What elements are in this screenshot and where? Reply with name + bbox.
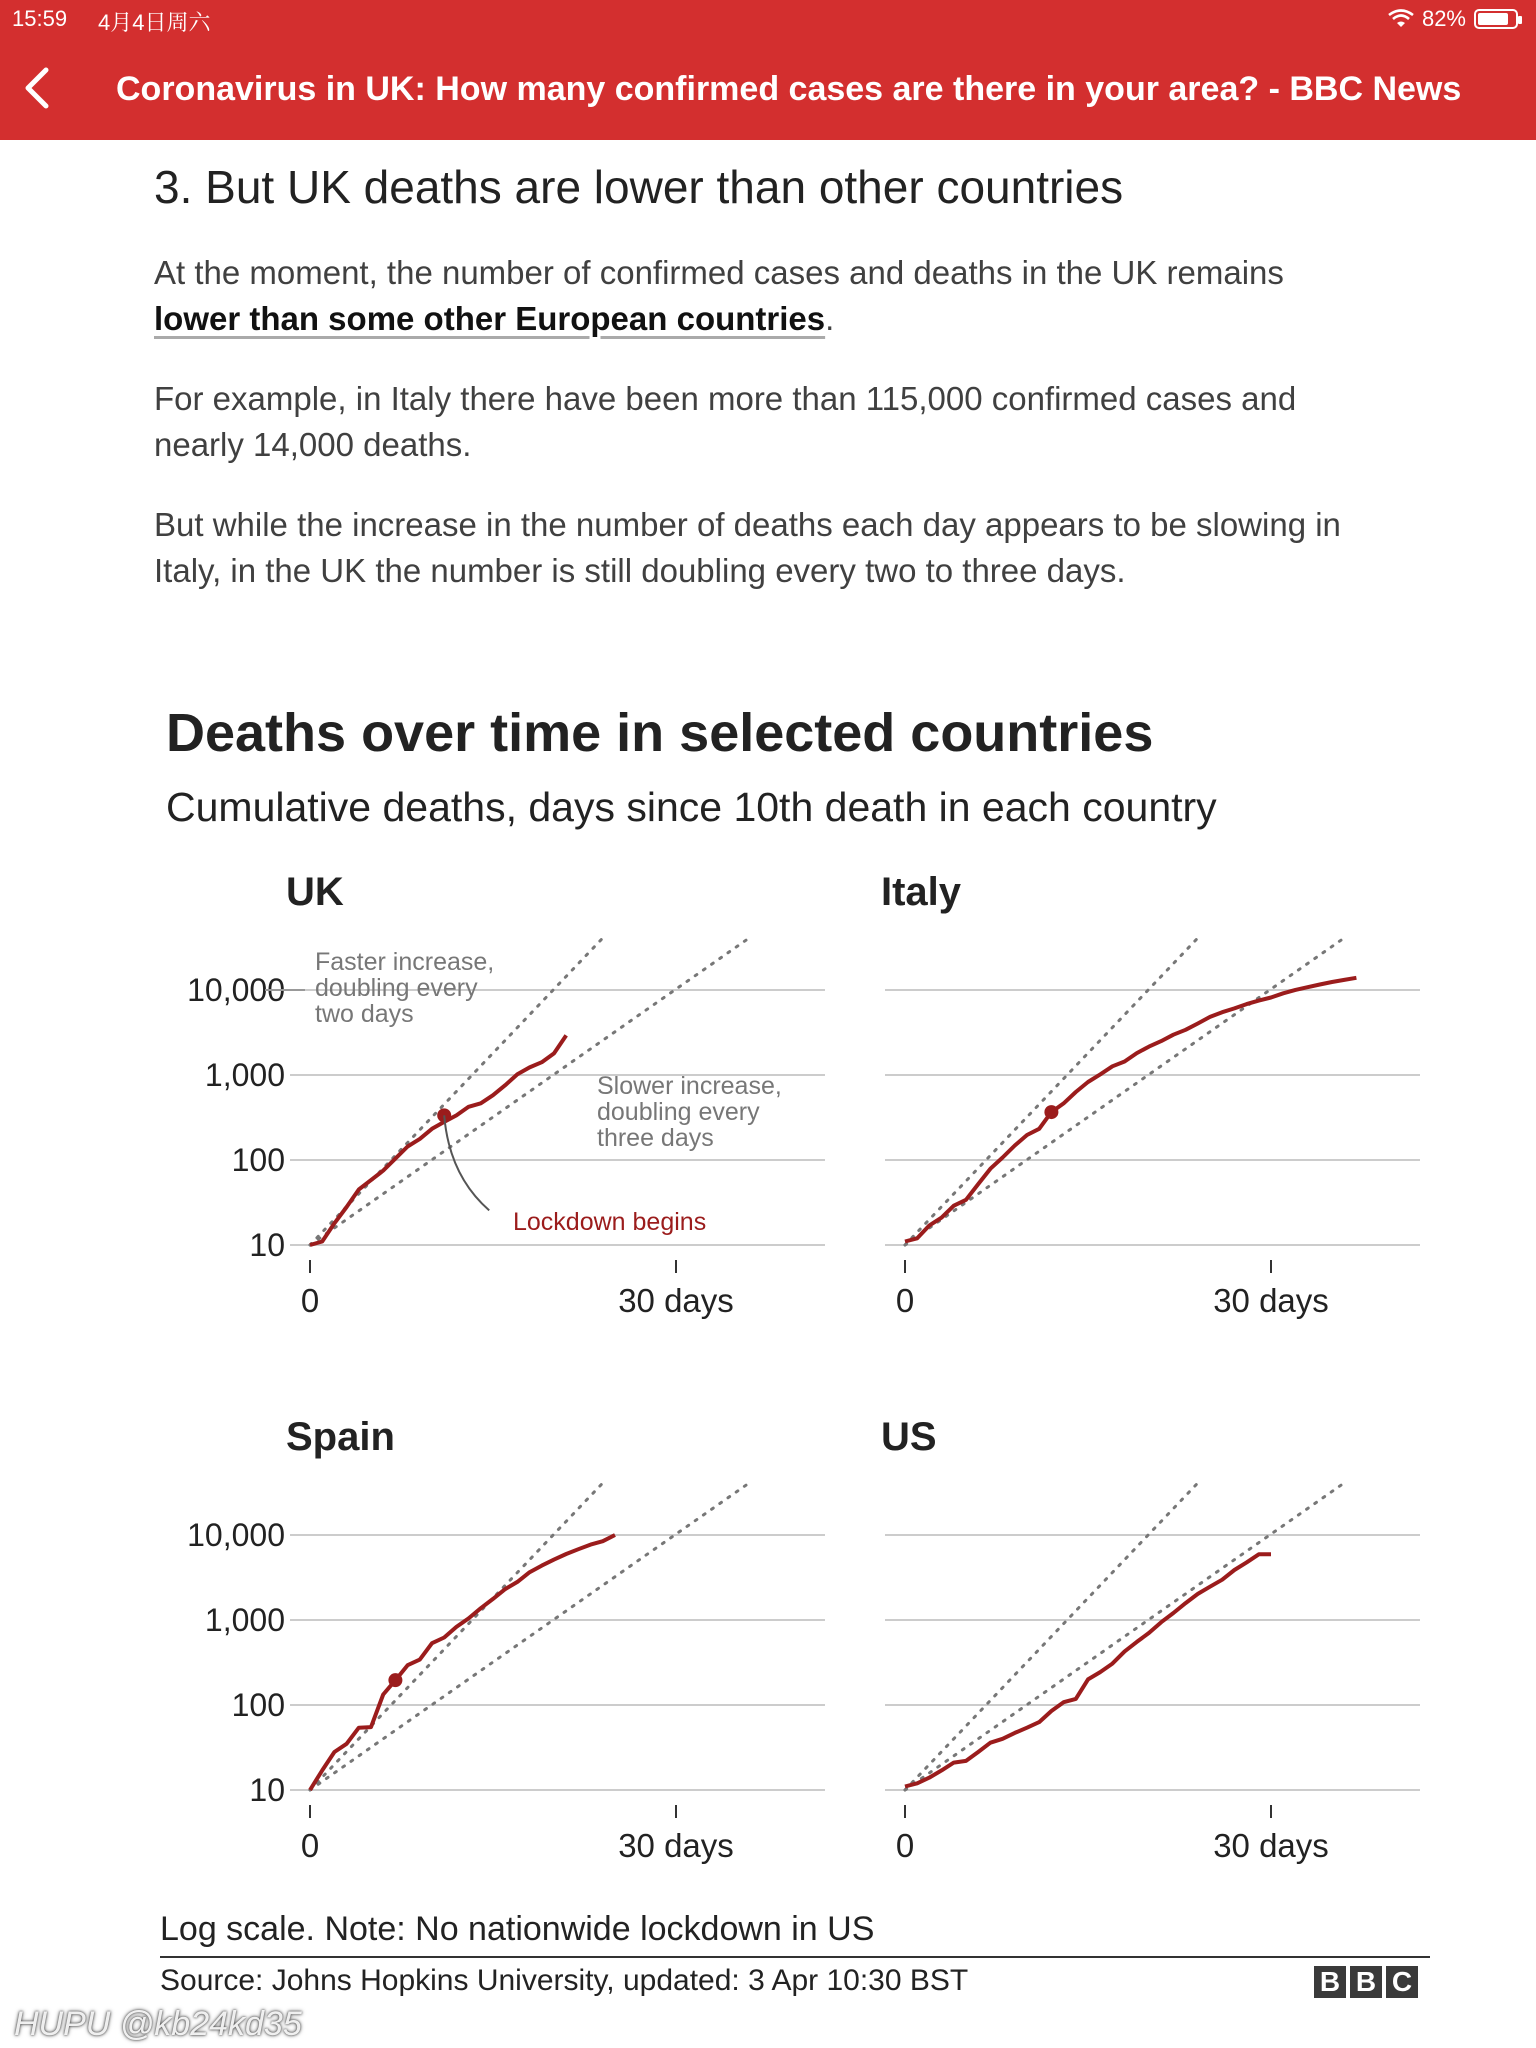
- slower-increase-label: [597, 1072, 782, 1152]
- paragraph-1-text: At the moment, the number of confirmed cases and deaths in the UK remains: [154, 254, 1284, 291]
- y-tick-label: 1,000: [204, 1057, 285, 1093]
- deaths-chart-figure: [150, 690, 1450, 1997]
- back-arrow-icon[interactable]: [18, 62, 62, 114]
- series-line: [310, 1535, 615, 1790]
- chart-note: Log scale. Note: No nationwide lockdown in US: [160, 1910, 875, 1948]
- reference-line: [310, 1484, 602, 1790]
- paragraph-3: But while the increase in the number of deaths each day appears to be slowing in Italy, in the UK the number is still doubling every two to three days.: [154, 506, 1341, 589]
- panel-title: UK: [286, 870, 344, 914]
- bbc-logo-letter: B: [1314, 1966, 1346, 1998]
- x-tick-label: 30 days: [1213, 1827, 1329, 1864]
- reference-line: [905, 939, 1197, 1245]
- chart-panel-spain: [187, 1415, 825, 1864]
- app-header: [0, 0, 1536, 140]
- y-tick-label: 100: [231, 1687, 285, 1723]
- series-line: [905, 1554, 1271, 1786]
- chart-subtitle: Cumulative deaths, days since 10th death in each country: [166, 784, 1217, 830]
- page-title: Coronavirus in UK: How many confirmed cases are there in your area? - BBC News: [116, 70, 1462, 108]
- panel-title: US: [881, 1415, 937, 1459]
- panel-title: Italy: [881, 870, 962, 914]
- lockdown-label: Lockdown begins: [513, 1208, 707, 1236]
- y-tick-label: 10,000: [187, 972, 285, 1008]
- status-time: 15:59: [12, 6, 68, 31]
- faster-increase-label: [315, 948, 494, 1028]
- reference-line: [905, 1484, 1343, 1790]
- x-tick-label: 30 days: [618, 1827, 734, 1864]
- chart-divider: [160, 1956, 1430, 1958]
- x-tick-label: 0: [300, 1827, 320, 1864]
- x-tick-label: 30 days: [1213, 1282, 1329, 1319]
- chart-title: Deaths over time in selected countries: [166, 703, 1154, 763]
- y-tick-label: 1,000: [204, 1602, 285, 1638]
- slower-increase-label-line: doubling every: [597, 1098, 760, 1126]
- european-countries-link[interactable]: lower than some other European countries: [154, 300, 826, 337]
- panel-title: Spain: [286, 1415, 395, 1459]
- lockdown-leader: [444, 1115, 489, 1210]
- status-date: 4月4日周六: [98, 10, 211, 35]
- lockdown-marker: [388, 1673, 402, 1687]
- faster-increase-label-line: Faster increase,: [315, 948, 495, 976]
- bbc-logo-letter: C: [1386, 1966, 1418, 1998]
- paragraph-2: For example, in Italy there have been more than 115,000 confirmed cases and nearly 14,000 deaths.: [154, 380, 1297, 463]
- paragraph-1-end: .: [825, 300, 835, 337]
- slower-increase-label-line: three days: [597, 1124, 714, 1152]
- article-body: [154, 160, 1354, 628]
- faster-increase-label-line: two days: [315, 1000, 414, 1028]
- battery-percent: 82%: [1421, 6, 1466, 31]
- watermark: HUPU @kb24kd35: [14, 2005, 302, 2043]
- battery-icon: [1474, 9, 1518, 29]
- x-tick-label: 30 days: [618, 1282, 734, 1319]
- slower-increase-label-line: Slower increase,: [597, 1072, 782, 1100]
- x-tick-label: 0: [895, 1827, 915, 1864]
- wifi-icon: [1388, 9, 1414, 29]
- y-tick-label: 10,000: [187, 1517, 285, 1553]
- faster-increase-label-line: doubling every: [315, 974, 478, 1002]
- paragraph-1: [154, 250, 1354, 342]
- y-tick-label: 10: [249, 1227, 285, 1263]
- bbc-logo: [1314, 1966, 1418, 1998]
- status-right: [1388, 6, 1518, 32]
- x-tick-label: 0: [300, 1282, 320, 1319]
- y-tick-label: 10: [249, 1772, 285, 1808]
- series-line: [905, 978, 1356, 1242]
- reference-line: [905, 1484, 1197, 1790]
- small-multiples-chart: [150, 690, 1450, 1910]
- y-tick-label: 100: [231, 1142, 285, 1178]
- reference-line: [905, 939, 1343, 1245]
- reference-line: [310, 1484, 748, 1790]
- chart-panel-italy: [881, 870, 1420, 1319]
- section-heading: 3. But UK deaths are lower than other countries: [154, 161, 1124, 213]
- chart-panel-us: [881, 1415, 1420, 1864]
- chart-source: Source: Johns Hopkins University, updated: 3 Apr 10:30 BST: [160, 1964, 969, 1997]
- bbc-logo-letter: B: [1350, 1966, 1382, 1998]
- lockdown-marker: [1044, 1105, 1058, 1119]
- status-bar: [0, 0, 1536, 40]
- x-tick-label: 0: [895, 1282, 915, 1319]
